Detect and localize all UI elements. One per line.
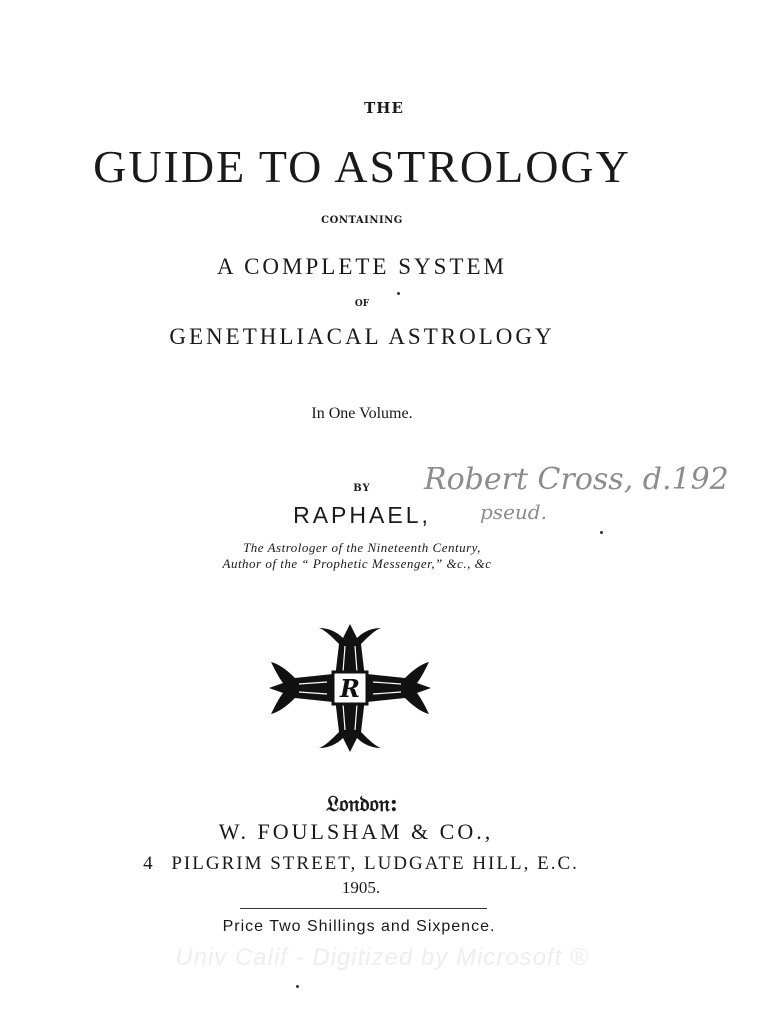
digitization-watermark: Univ Calif - Digitized by Microsoft ®	[175, 944, 589, 971]
ink-speck	[600, 531, 603, 534]
ink-speck	[397, 292, 400, 295]
author-description-line-2: Author of the “ Prophetic Messenger,” &c., &c	[222, 556, 492, 571]
ink-speck	[296, 985, 299, 988]
emblem-monogram: R	[340, 674, 360, 703]
address-number: 4	[143, 853, 155, 874]
price-note: Price Two Shillings and Sixpence.	[222, 918, 496, 935]
containing-label: CONTAINING	[321, 215, 403, 226]
author-description-line-1: The Astrologer of the Nineteenth Century,	[243, 540, 481, 555]
by-label: BY	[353, 483, 371, 494]
title-prefix: THE	[364, 99, 404, 117]
handwritten-annotation-pseud: pseud.	[480, 500, 547, 524]
publisher-address	[0, 853, 722, 875]
subtitle-line-1: A COMPLETE SYSTEM	[217, 254, 507, 279]
author-name: RAPHAEL,	[293, 502, 431, 528]
volume-note: In One Volume.	[311, 405, 413, 422]
imprint-place: 𝔏𝔬𝔫𝔡𝔬𝔫:	[326, 791, 398, 817]
of-label: OF	[354, 299, 370, 309]
divider-rule	[240, 908, 487, 909]
book-title: GUIDE TO ASTROLOGY	[93, 141, 631, 192]
publication-year: 1905.	[341, 878, 381, 897]
subtitle-line-2: GENETHLIACAL ASTROLOGY	[169, 324, 555, 349]
handwritten-annotation: Robert Cross, d.192	[424, 462, 729, 497]
publisher-name: W. FOULSHAM & CO.,	[218, 819, 494, 844]
address-street: PILGRIM STREET, LUDGATE HILL, E.C.	[171, 853, 579, 874]
cross-emblem-icon	[265, 622, 435, 754]
